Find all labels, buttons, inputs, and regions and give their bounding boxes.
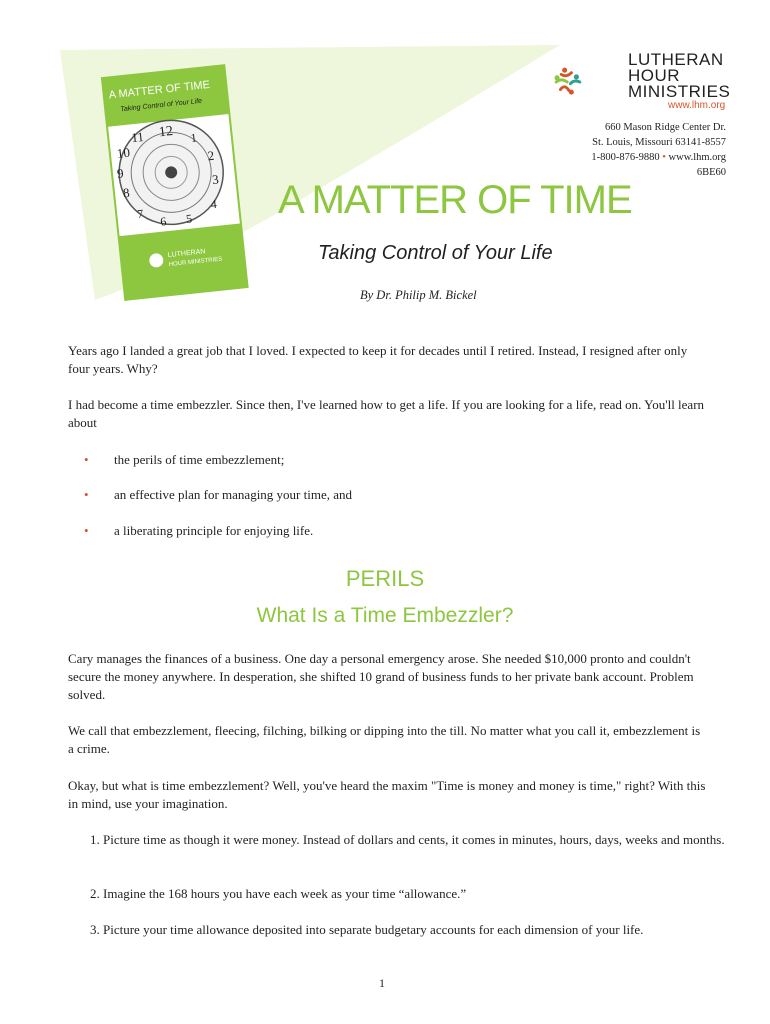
bullet-item: • the perils of time embezzlement; bbox=[84, 452, 285, 467]
lhm-logo-text: LUTHERAN HOUR MINISTRIES bbox=[628, 50, 731, 101]
address-street: 660 Mason Ridge Center Dr. bbox=[604, 122, 726, 133]
intro-paragraph-2: I had become a time embezzler. Since then, I've learned how to get a life. If you are looking for a life, read on. You'll learn about bbox=[68, 397, 705, 430]
svg-text:8: 8 bbox=[122, 184, 131, 201]
numbered-item: 2. Imagine the 168 hours you have each week as your time “allowance.” bbox=[90, 886, 467, 901]
svg-text:6: 6 bbox=[159, 214, 167, 229]
intro-paragraph-1: Years ago I landed a great job that I loved. I expected to keep it for decades until I retired. Instead, I resigned after only four years. Why? bbox=[68, 343, 688, 376]
svg-text:4: 4 bbox=[210, 196, 218, 212]
svg-text:3: 3 bbox=[211, 171, 220, 188]
byline: By Dr. Philip M. Bickel bbox=[360, 288, 477, 302]
svg-text:12: 12 bbox=[158, 123, 174, 141]
cover-brand-1: LUTHERAN bbox=[167, 248, 206, 260]
section-subheading: What Is a Time Embezzler? bbox=[256, 604, 514, 627]
svg-text:10: 10 bbox=[116, 144, 131, 161]
numbered-item: 3. Picture your time allowance deposited into separate budgetary accounts for each dimension of your life. bbox=[90, 922, 644, 937]
cover-title: A MATTER OF TIME bbox=[108, 78, 211, 102]
address-code: 6BE60 bbox=[696, 167, 726, 178]
address-city: St. Louis, Missouri 63141-8557 bbox=[592, 137, 726, 148]
bullet-item: • a liberating principle for enjoying life. bbox=[84, 523, 314, 538]
svg-text:1: 1 bbox=[189, 130, 198, 146]
section-heading: PERILS bbox=[345, 566, 425, 591]
lhm-logo-icon bbox=[552, 42, 632, 122]
lhm-logo-url: www.lhm.org bbox=[668, 100, 726, 111]
address-web: www.lhm.org bbox=[668, 152, 726, 163]
bullet-item: • an effective plan for managing your time, and bbox=[84, 487, 353, 502]
cover-brand-2: HOUR MINISTRIES bbox=[168, 256, 223, 269]
page-subtitle: Taking Control of Your Life bbox=[318, 242, 553, 264]
cover-subtitle: Taking Control of Your Life bbox=[119, 97, 203, 114]
page-number: 1 bbox=[379, 976, 385, 990]
svg-text:5: 5 bbox=[185, 211, 193, 227]
body-paragraph-1: Cary manages the finances of a business. One day a personal emergency arose. She needed $10,000 pronto and couldn't secure the money anywhere. In desperation, she shifted 10 grand of business funds to her private bank account. Problem solved. bbox=[68, 651, 694, 702]
svg-text:9: 9 bbox=[116, 165, 125, 181]
brochure-cover-image bbox=[100, 60, 250, 305]
address-block: 660 Mason Ridge Center Dr. St. Louis, Missouri 63141-8557 1-800-876-9880 • www.lhm.org 6BE60 bbox=[591, 122, 726, 178]
svg-text:7: 7 bbox=[136, 206, 145, 222]
page-title: A MATTER OF TIME bbox=[278, 178, 632, 222]
numbered-item: 1. Picture time as though it were money. Instead of dollars and cents, it comes in minutes, hours, days, weeks and months. bbox=[90, 832, 725, 847]
body-paragraph-3: Okay, but what is time embezzlement? Well, you've heard the maxim "Time is money and money is time," right? With this in mind, use your imagination. bbox=[68, 778, 706, 811]
body-paragraph-2: We call that embezzlement, fleecing, filching, bilking or dipping into the till. No matter what you call it, embezzlement is a crime. bbox=[68, 723, 701, 756]
svg-text:2: 2 bbox=[206, 147, 215, 164]
address-phone: 1-800-876-9880 bbox=[591, 152, 660, 163]
svg-text:11: 11 bbox=[130, 129, 145, 146]
